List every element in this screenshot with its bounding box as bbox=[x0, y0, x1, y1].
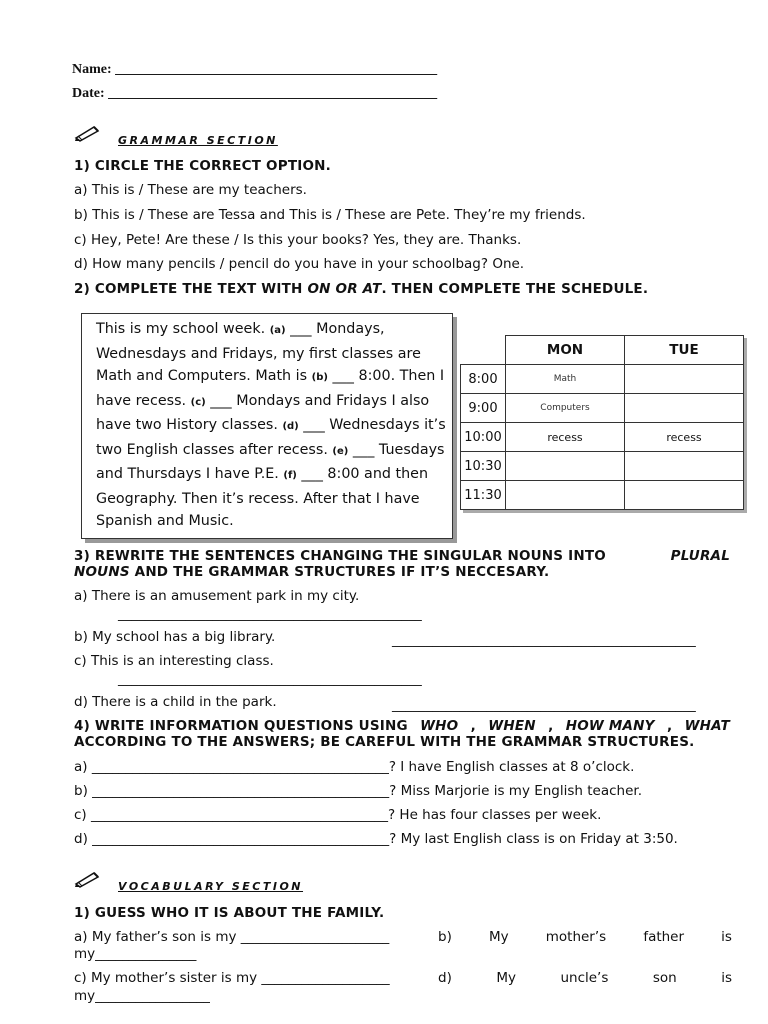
schedule-header-tue: TUE bbox=[625, 336, 744, 365]
schedule-time: 11:30 bbox=[461, 481, 506, 510]
grammar-q1-item: c) Hey, Pete! Are these / Is this your books? Yes, they are. Thanks. bbox=[74, 232, 522, 248]
grammar-q1-item: a) This is / These are my teachers. bbox=[74, 182, 307, 198]
grammar-q3-item-c: c) This is an interesting class. bbox=[74, 653, 274, 669]
schedule-corner bbox=[461, 336, 506, 365]
vocab-item-b-continued[interactable]: my_______________ bbox=[74, 946, 197, 962]
grammar-q3-title: 3) REWRITE THE SENTENCES CHANGING THE SINGULAR NOUNS INTO PLURAL NOUNS AND THE GRAMMAR STRUCTURES IF IT’S NECCESARY. bbox=[74, 548, 730, 580]
vocab-item-a[interactable]: a) My father’s son is my ______________________ bbox=[74, 929, 390, 945]
answer-line[interactable]: _____________________________________________ bbox=[392, 697, 696, 713]
grammar-q1-item: d) How many pencils / pencil do you have in your schoolbag? One. bbox=[74, 256, 525, 272]
grammar-q4-item[interactable]: c) ____________________________________________? He has four classes per week. bbox=[74, 807, 602, 823]
grammar-q3-item-d: d) There is a child in the park. bbox=[74, 694, 277, 710]
vocabulary-section-title: VOCABULARY SECTION bbox=[118, 880, 304, 893]
vocab-item-d[interactable]: d) My uncle’s son is bbox=[438, 970, 732, 986]
schedule-cell[interactable] bbox=[625, 481, 744, 510]
schedule-time: 9:00 bbox=[461, 394, 506, 423]
grammar-q4-title: 4) WRITE INFORMATION QUESTIONS USING WHO , WHEN , HOW MANY , WHAT ACCORDING TO THE ANSWERS; BE CAREFUL WITH THE GRAMMAR STRUCTURES. bbox=[74, 718, 730, 750]
vocab-item-c[interactable]: c) My mother’s sister is my ___________________ bbox=[74, 970, 390, 986]
grammar-q3-item-a: a) There is an amusement park in my city. bbox=[74, 588, 360, 604]
grammar-q3-item-b: b) My school has a big library. bbox=[74, 629, 276, 645]
answer-line[interactable]: _____________________________________________ bbox=[118, 671, 422, 687]
schedule-cell[interactable] bbox=[625, 365, 744, 394]
schedule-cell[interactable] bbox=[625, 452, 744, 481]
grammar-q4-item[interactable]: a) ____________________________________________? I have English classes at 8 o’clock. bbox=[74, 759, 635, 775]
schedule-cell[interactable]: Math bbox=[506, 365, 625, 394]
schedule-time: 10:00 bbox=[461, 423, 506, 452]
grammar-q1-title: 1) CIRCLE THE CORRECT OPTION. bbox=[74, 158, 331, 174]
pencil-icon bbox=[74, 124, 102, 146]
vocab-item-d-continued[interactable]: my_________________ bbox=[74, 988, 210, 1004]
grammar-q2-title: 2) COMPLETE THE TEXT WITH ON OR AT. THEN COMPLETE THE SCHEDULE. bbox=[74, 281, 649, 297]
schedule-header-mon: MON bbox=[506, 336, 625, 365]
schedule-time: 10:30 bbox=[461, 452, 506, 481]
grammar-q4-item[interactable]: d) ____________________________________________? My last English class is on Friday at 3:50. bbox=[74, 831, 678, 847]
pencil-icon bbox=[74, 870, 102, 892]
schedule-cell[interactable] bbox=[506, 481, 625, 510]
schedule-time: 8:00 bbox=[461, 365, 506, 394]
schedule-table bbox=[460, 335, 744, 510]
reading-text-box: This is my school week. (a) ___ Mondays, Wednesdays and Fridays, my first classes are Math and Computers. Math is (b) ___ 8:00. Then I have recess. (c) ___ Mondays and Fridays I also have two History classes. (d) ___ Wednesdays it’s two English classes after recess. (e) ___ Tuesdays and Thursdays I have P.E. (f) ___ 8:00 and then Geography. Then it’s recess. After that I have Spanish and Music. bbox=[81, 313, 453, 539]
grammar-section-title: GRAMMAR SECTION bbox=[118, 134, 278, 147]
answer-line[interactable]: _____________________________________________ bbox=[118, 606, 422, 622]
grammar-q4-item[interactable]: b) ____________________________________________? Miss Marjorie is my English teacher. bbox=[74, 783, 643, 799]
grammar-q1-item: b) This is / These are Tessa and This is / These are Pete. They’re my friends. bbox=[74, 207, 586, 223]
vocabulary-q1-title: 1) GUESS WHO IT IS ABOUT THE FAMILY. bbox=[74, 905, 385, 921]
schedule-cell[interactable]: recess bbox=[625, 423, 744, 452]
name-field[interactable]: Name: ______________________________________________ bbox=[72, 62, 438, 77]
date-field[interactable]: Date: _______________________________________________ bbox=[72, 86, 438, 101]
answer-line[interactable]: _____________________________________________ bbox=[392, 632, 696, 648]
schedule-cell[interactable]: Computers bbox=[506, 394, 625, 423]
schedule-cell[interactable] bbox=[506, 452, 625, 481]
vocab-item-b[interactable]: b) My mother’s father is bbox=[438, 929, 732, 945]
schedule-cell[interactable] bbox=[625, 394, 744, 423]
schedule-cell[interactable]: recess bbox=[506, 423, 625, 452]
